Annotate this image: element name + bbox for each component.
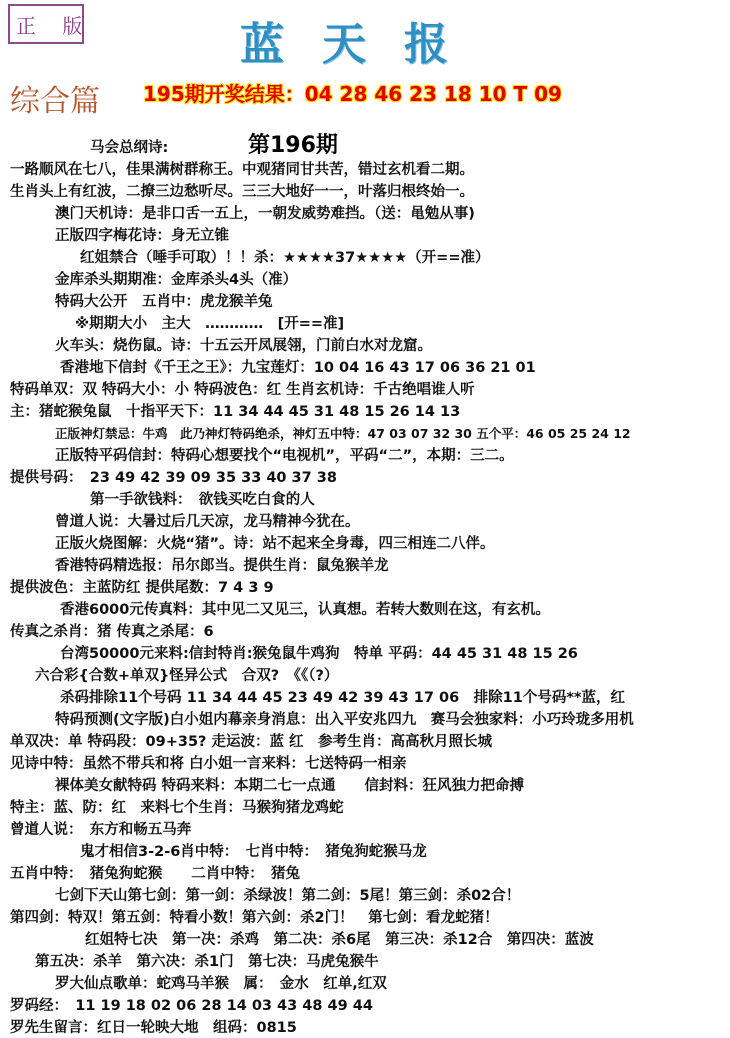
text-line: 五肖中特： 猪兔狗蛇猴 二肖中特： 猪兔 [10,866,300,882]
text-line: 曾道人说： 东方和畅五马奔 [10,822,192,838]
text-line: 鬼才相信3-2-6肖中特： 七肖中特： 猪兔狗蛇猴马龙 [80,844,427,860]
text-line: 正版神灯禁忌：牛鸡 此乃神灯特码绝杀，神灯五中特：47 03 07 32 30 五个平：46 05 25 24 12 [55,426,631,441]
text-line: 香港特码精选报：吊尔郎当。提供生肖：鼠兔猴羊龙 [55,558,389,574]
text-line: 正版特平码信封：特码心想要找个“电视机”，平码“二”，本期：三二。 [55,448,514,464]
text-line: 第四剑：特双！第五剑：特看小数！第六剑：杀2门！ 第七剑：看龙蛇猪！ [10,910,499,926]
text-line: 正版火烧图解：火烧“猪”。诗：站不起来全身毒，四三相连二八伴。 [55,536,495,552]
text-line: 六合彩{合数+单双}怪异公式 合双? 《《（?） [35,668,339,684]
text-line: 裸体美女献特码 特码来料：本期二七一点通 信封料：狂风独力把命搏 [55,778,525,794]
text-line: 单双决：单 特码段：09+35? 走运波：蓝 红 参考生肖：高高秋月照长城 [10,734,493,750]
text-line: 罗码经： 11 19 18 02 06 28 14 03 43 48 49 44 [10,998,373,1014]
authentic-stamp: 正 版 [8,4,84,44]
issue-number: 第196期 [248,133,338,158]
text-line: 正版四字梅花诗：身无立锥 [55,228,229,244]
text-line: 台湾50000元来料:信封特肖:猴兔鼠牛鸡狗 特单 平码：44 45 31 48 15 26 [60,646,578,662]
text-line: 特码预测(文字版)白小姐内幕亲身消息：出入平安兆四九 赛马会独家料：小巧玲珑多用机 [55,712,634,728]
text-line: 提供波色：主蓝防红 提供尾数：7 4 3 9 [10,580,274,596]
text-line: 红姐特七决 第一决：杀鸡 第二决：杀6尾 第三决：杀12合 第四决：蓝波 [85,932,594,948]
text-line: 金库杀头期期准：金库杀头4头（准） [55,272,298,288]
text-line: 见诗中特：虽然不带兵和将 白小姐一言来料：七送特码一相亲 [10,756,407,772]
text-line: 罗大仙点歌单：蛇鸡马羊猴 属： 金水 红单,红双 [55,976,387,992]
text-line: 火车头：烧伤鼠。诗：十五云开凤展翎，门前白水对龙窟。 [55,338,432,354]
text-line: 红姐禁合（唾手可取）！！杀：★★★★37★★★★（开==准） [80,250,490,266]
text-line: 生肖头上有红波，二撩三边愁听尽。三三大地好一一，叶落归根终始一。 [10,184,474,200]
text-line: 七剑下天山第七剑：第一剑：杀绿波！第二剑：5尾！第三剑：杀02合！ [55,888,521,904]
text-line: ※期期大小 主大 ………… [开==准] [75,316,345,332]
text-line: 杀码排除11个号码 11 34 44 45 23 49 42 39 43 17 06 排除11个号码**蓝，红 [60,690,626,706]
text-line: 特主：蓝、防：红 来料七个生肖：马猴狗猪龙鸡蛇 [10,800,344,816]
text-line: 罗先生留言：红日一轮映大地 组码：0815 [10,1020,297,1036]
text-line: 传真之杀肖：猪 传真之杀尾：6 [10,624,214,640]
text-line: 马会总纲诗: [90,140,169,156]
text-line: 香港地下信封《千王之王》：九宝莲灯：10 04 16 43 17 06 36 21 01 [60,360,536,376]
text-line: 第一手欲钱料： 欲钱买吃白食的人 [90,492,315,508]
text-line: 特码大公开 五肖中：虎龙猴羊兔 [55,294,273,310]
text-line: 第五决：杀羊 第六决：杀1门 第七决：马虎兔猴牛 [35,954,379,970]
text-line: 曾道人说：大暑过后几天凉，龙马精神今犹在。 [55,514,360,530]
draw-result-banner: 195期开奖结果：04 28 46 23 18 10 T 09 [143,82,562,106]
newspaper-title: 蓝天报 [240,19,486,70]
text-line: 澳门天机诗：是非口舌一五上，一朝发威势难挡。（送：黾勉从事) [55,206,475,222]
text-line: 主：猪蛇猴兔鼠 十指平天下：11 34 44 45 31 48 15 26 14 13 [10,404,461,420]
text-line: 特码单双：双 特码大小：小 特码波色：红 生肖玄机诗：千古绝唱谁人听 [10,382,475,398]
text-line: 提供号码： 23 49 42 39 09 35 33 40 37 38 [10,470,337,486]
section-heading: 综合篇 [10,84,100,119]
text-line: 香港6000元传真料：其中见二又见三，认真想。若转大数则在这，有玄机。 [60,602,550,618]
text-line: 一路顺风在七八，佳果满树群称王。中观猪同甘共苦，错过玄机看二期。 [10,162,474,178]
